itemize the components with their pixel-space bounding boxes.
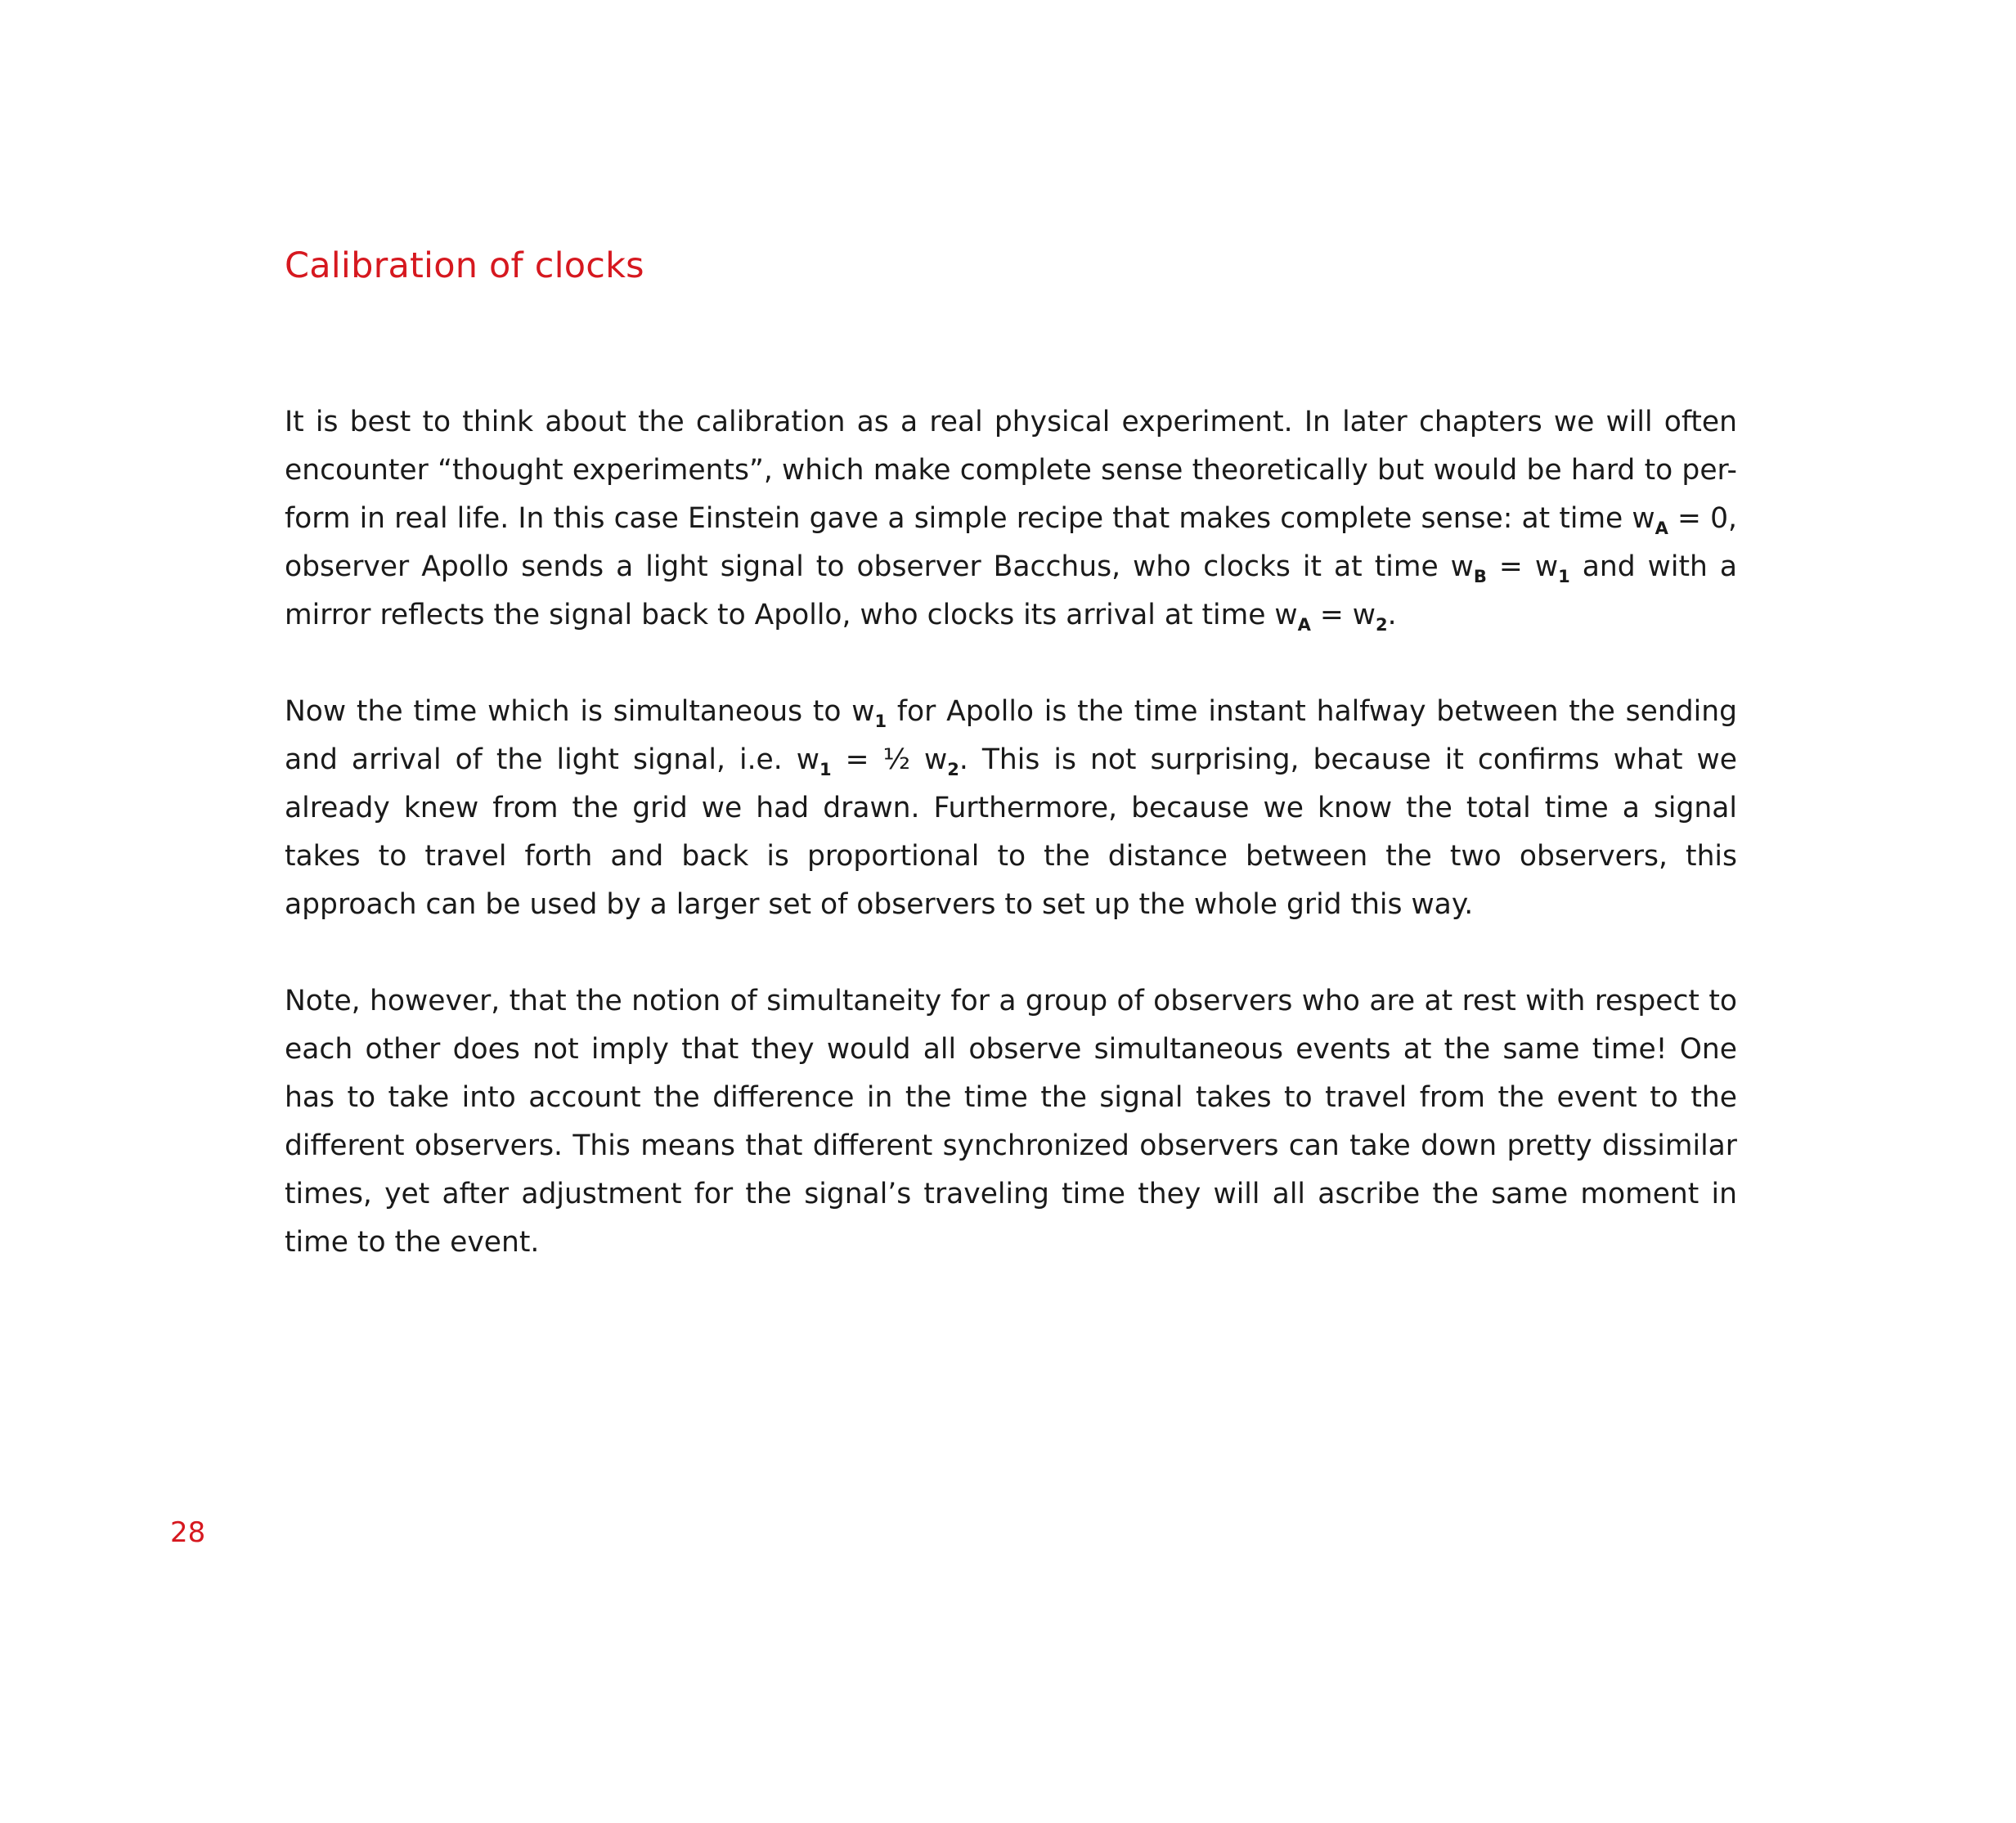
body-text — [285, 398, 1737, 1267]
paragraph-simultaneity: Now the time which is simultaneous to $w_1$ for Apollo is the time instant halfway between the sending and arrival of the light signal, i.e. $w_1$ = ½ $w_2$. This is not surprising, because it confirms what we already knew from the grid we had drawn. Furthermore, because we know the total time a signal takes to travel forth and back is proportional to the distance between the two observers, this approach can be used by a larger set of observers to set up the whole grid this way. — [285, 695, 1737, 921]
page-number: 28 — [170, 1516, 206, 1549]
paragraph-calibration-recipe: It is best to think about the calibration as a real physical experiment. In later chapters we will often encounter “thought experiments”, which make complete sense theoretically but would be hard to per-form in real life. In this case Einstein gave a simple recipe that makes complete sense: at time $w_A = 0$, observer Apollo sends a light signal to observer Bacchus, who clocks it at time $w_B = w_1$ and with a mirror reflects the signal back to Apollo, who clocks its arrival at time $w_A = w_2$. — [285, 406, 1737, 635]
paragraph-note: Note, however, that the notion of simultaneity for a group of observers who are at rest with respect to each other does not imply that they would all observe simultaneous events at the same time! One has to take into account the difference in the time the signal takes to travel from the event to the different observers. This means that different synchronized observers can take down pretty dissimilar times, yet after adjustment for the signal’s traveling time they will all ascribe the same moment in time to the event. — [285, 985, 1737, 1259]
page-title: Calibration of clocks — [285, 245, 644, 286]
